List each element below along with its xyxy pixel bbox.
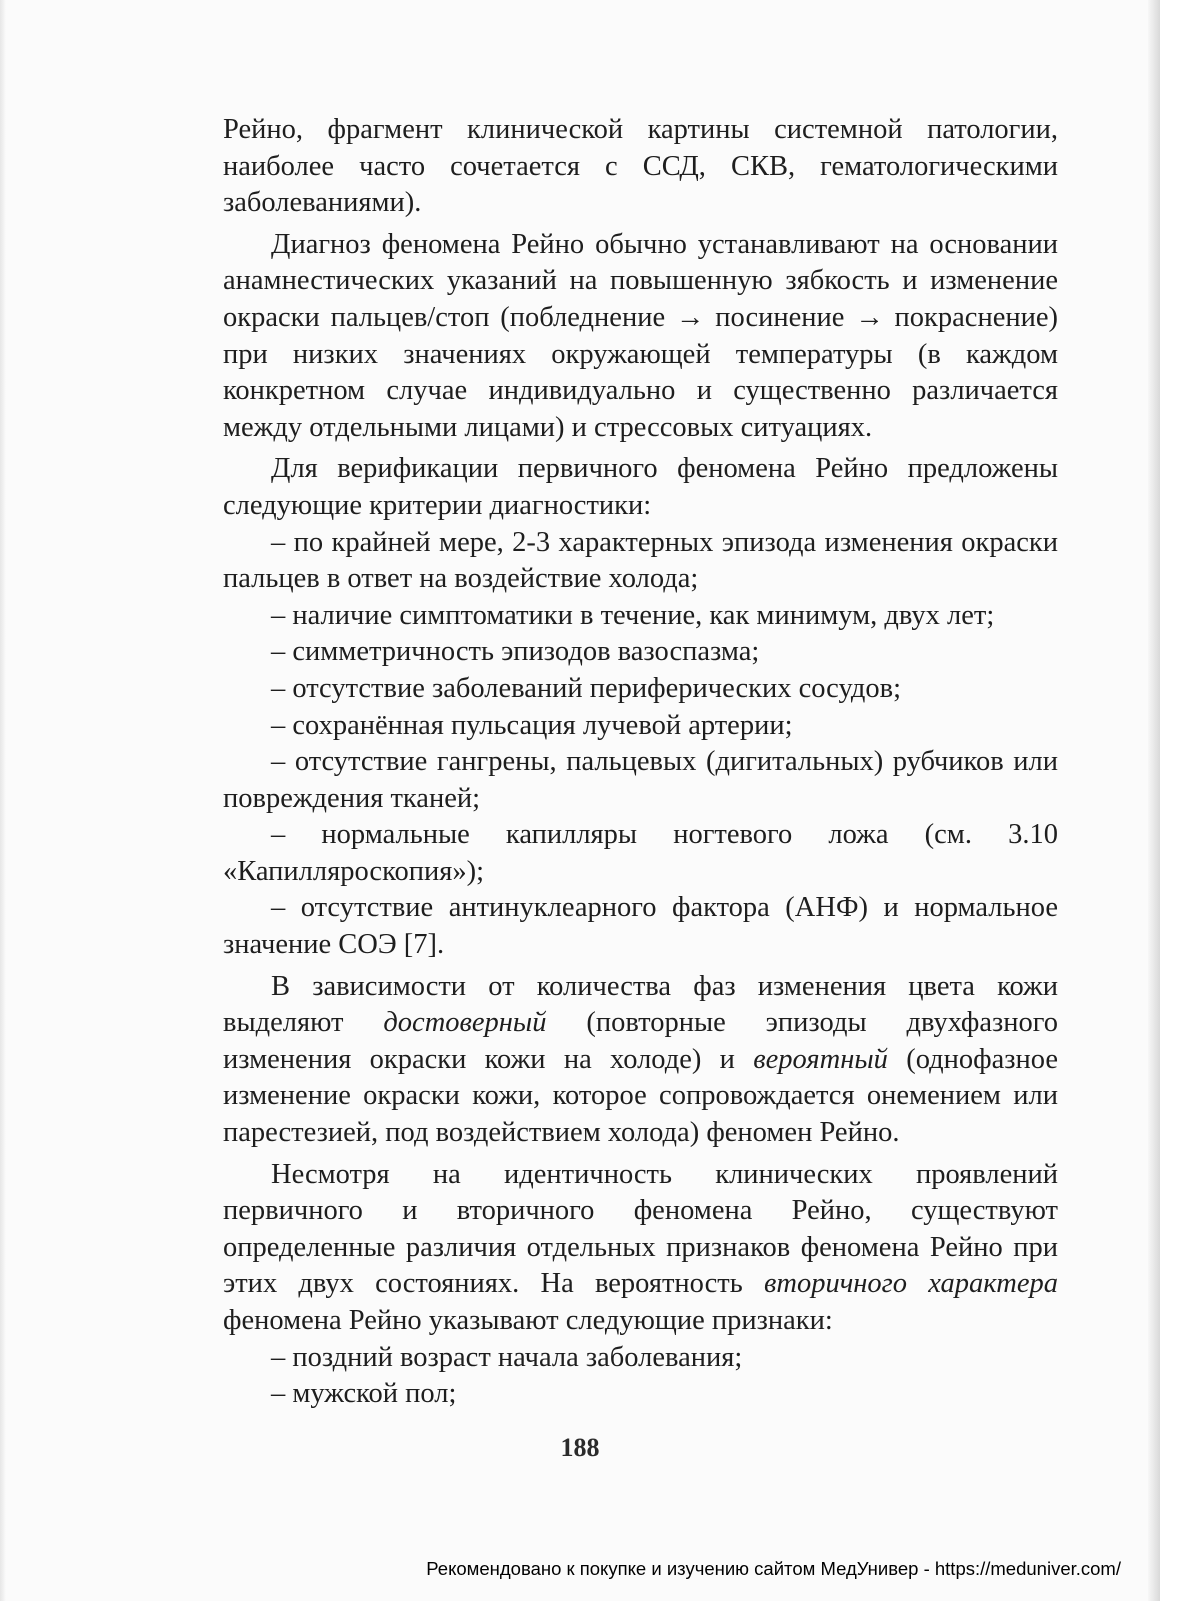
- paragraph-forms: [223, 969, 1058, 1152]
- criteria-item-7: – нормальные капилляры ногтевого ложа (см. 3.10 «Капилляроскопия»);: [223, 819, 1058, 887]
- term-probable: вероятный: [753, 1043, 888, 1075]
- criteria-item-3: – симметричность эпизодов вазоспазма;: [271, 636, 760, 668]
- sign-item-2: – мужской пол;: [271, 1378, 457, 1410]
- body-text: [223, 112, 1058, 1413]
- paragraph-forms-text-c: (однофазное изменение окраски кожи, которое сопровождается онемением или парестезией, под воздействием холода) феномен Рейно.: [223, 1043, 1059, 1149]
- paragraph-secondary-text-a: Несмотря на идентичность клинических проявлений первичного и вторичного феномена Рейно, существуют определенные различия отдельных признаков феномена Рейно при этих двух состояниях. На вероятность: [223, 1158, 1058, 1300]
- page-number: 188: [560, 1433, 600, 1462]
- paragraph-secondary: [223, 1157, 1058, 1340]
- criteria-item-2: – наличие симптоматики в течение, как минимум, двух лет;: [271, 599, 995, 631]
- paragraph-diagnosis: Диагноз феномена Рейно обычно устанавливают на основании анамнестических указаний на повышенную зябкость и изменение окраски пальцев/стоп (побледнение → посинение → покраснение) при низких значениях окружающей температуры (в каждом конкретном случае индивидуально и существенно различается между отдельными лицами) и стрессовых ситуациях.: [223, 228, 1058, 443]
- page-left-shadow: [0, 0, 6, 1601]
- criteria-item-4: – отсутствие заболеваний периферических сосудов;: [271, 672, 902, 704]
- criteria-item-5: – сохранённая пульсация лучевой артерии;: [271, 709, 793, 741]
- paragraph-continuation: Рейно, фрагмент клинической картины системной патологии, наиболее часто сочетается с ССД, СКВ, гематологическими заболеваниями).: [223, 114, 1058, 219]
- criteria-item-1: – по крайней мере, 2-3 характерных эпизода изменения окраски пальцев в ответ на воздействие холода;: [223, 526, 1058, 595]
- footer-recommendation: Рекомендовано к покупке и изучению сайтом МедУнивер - https://meduniver.com/: [426, 1558, 1121, 1579]
- term-reliable: достоверный: [383, 1007, 547, 1039]
- paragraph-criteria-intro: Для верификации первичного феномена Рейно предложены следующие критерии диагностики:: [223, 453, 1058, 521]
- criteria-item-6: – отсутствие гангрены, пальцевых (дигитальных) рубчиков или повреждения тканей;: [223, 746, 1058, 814]
- sign-item-1: – поздний возраст начала заболевания;: [271, 1341, 743, 1373]
- paragraph-forms-text-a: В зависимости от количества фаз изменения цвета кожи выделяют: [223, 970, 1058, 1039]
- page-right-edge: [1148, 0, 1160, 1601]
- criteria-item-8: – отсутствие антинуклеарного фактора (АНФ) и нормальное значение СОЭ [7].: [223, 892, 1058, 961]
- paragraph-secondary-text-b: феномена Рейно указывают следующие признаки:: [223, 1305, 833, 1336]
- paragraph-forms-text-b: (повторные эпизоды двухфазного изменения окраски кожи на холоде) и: [223, 1007, 1058, 1075]
- term-secondary-character: вторичного характера: [763, 1268, 1058, 1300]
